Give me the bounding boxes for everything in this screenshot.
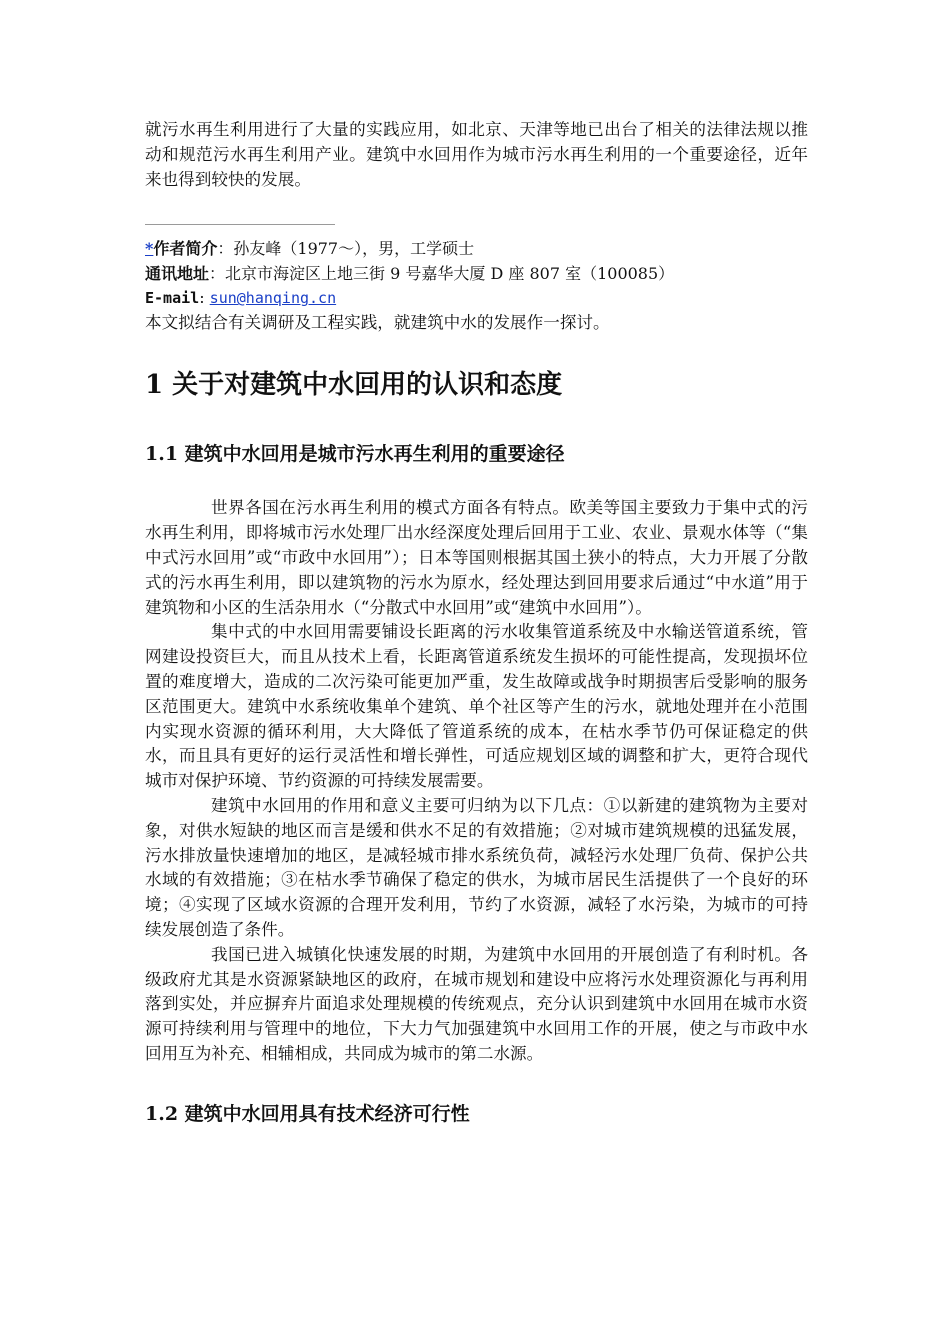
email-separator: : xyxy=(199,288,210,308)
footnote-address xyxy=(145,262,808,286)
footnote-separator xyxy=(145,224,335,225)
email-link[interactable]: sun@hanqing.cn xyxy=(209,289,337,308)
footnote-author xyxy=(145,237,808,261)
intro-paragraph: 就污水再生利用进行了大量的实践应用，如北京、天津等地已出台了相关的法律法规以推动和规范污水再生利用产业。建筑中水回用作为城市污水再生利用的一个重要途径，近年来也得到较快的发展。 xyxy=(145,120,808,189)
body-paragraph: 建筑中水回用的作用和意义主要可归纳为以下几点：①以新建的建筑物为主要对象，对供水短缺的地区而言是缓和供水不足的有效措施；②对城市建筑规模的迅猛发展，污水排放量快速增加的地区，是减轻城市排水系统负荷，减轻污水处理厂负荷、保护公共水域的有效措施；③在枯水季节确保了稳定的供水，为城市居民生活提供了一个良好的环境；④实现了区域水资源的合理开发利用，节约了水资源，减轻了水污染，为城市的可持续发展创造了条件。 xyxy=(145,795,808,939)
body-paragraph: 集中式的中水回用需要铺设长距离的污水收集管道系统及中水输送管道系统，管网建设投资巨大，而且从技术上看，长距离管道系统发生损坏的可能性提高，发现损坏位置的难度增大，造成的二次污染可能更加严重，发生故障或战争时期损害后受影响的服务区范围更大。建筑中水系统收集单个建筑、单个社区等产生的污水，就地处理并在小范围内实现水资源的循环利用，大大降低了管道系统的成本，在枯水季节仍可保证稳定的供水，而且具有更好的运行灵活性和增长弹性，可适应规划区域的调整和扩大，更符合现代城市对保护环境、节约资源的可持续发展需要。 xyxy=(145,622,808,791)
author-value: ：孙友峰（1977～），男，工学硕士 xyxy=(217,239,475,259)
footnote-marker-link[interactable]: * xyxy=(145,239,154,259)
section-1-2-heading: 1.2 建筑中水回用具有技术经济可行性 xyxy=(145,1102,470,1125)
body-paragraph: 世界各国在污水再生利用的模式方面各有特点。欧美等国主要致力于集中式的污水再生利用，即将城市污水处理厂出水经深度处理后回用于工业、农业、景观水体等（“集中式污水回用”或“市政中水回用”）；日本等国则根据其国土狭小的特点，大力开展了分散式的污水再生利用，即以建筑物的污水为原水，经处理达到回用要求后通过“中水道”用于建筑物和小区的生活杂用水（“分散式中水回用”或“建筑中水回用”）。 xyxy=(145,498,808,617)
author-label: 作者简介 xyxy=(153,239,218,259)
section-1-heading: 1 关于对建筑中水回用的认识和态度 xyxy=(145,370,563,401)
footnote-email xyxy=(145,286,808,310)
body-paragraph: 我国已进入城镇化快速发展的时期，为建筑中水回用的开展创造了有利时机。各级政府尤其是水资源紧缺地区的政府，在城市规划和建设中应将污水处理资源化与再利用落到实处，并应摒弃片面追求处理规模的传统观点，充分认识到建筑中水回用在城市水资源可持续利用与管理中的地位，下大力气加强建筑中水回用工作的开展，使之与市政中水回用互为补充、相辅相成，共同成为城市的第二水源。 xyxy=(145,944,808,1063)
address-label: 通讯地址 xyxy=(145,263,210,283)
address-value: ：北京市海淀区上地三街 9 号嘉华大厦 D 座 807 室（100085） xyxy=(209,263,675,283)
document-page xyxy=(145,118,808,1129)
purpose-paragraph: 本文拟结合有关调研及工程实践，就建筑中水的发展作一探讨。 xyxy=(145,312,610,332)
email-label: E-mail xyxy=(145,289,200,308)
section-1-1-heading: 1.1 建筑中水回用是城市污水再生利用的重要途径 xyxy=(145,443,565,466)
